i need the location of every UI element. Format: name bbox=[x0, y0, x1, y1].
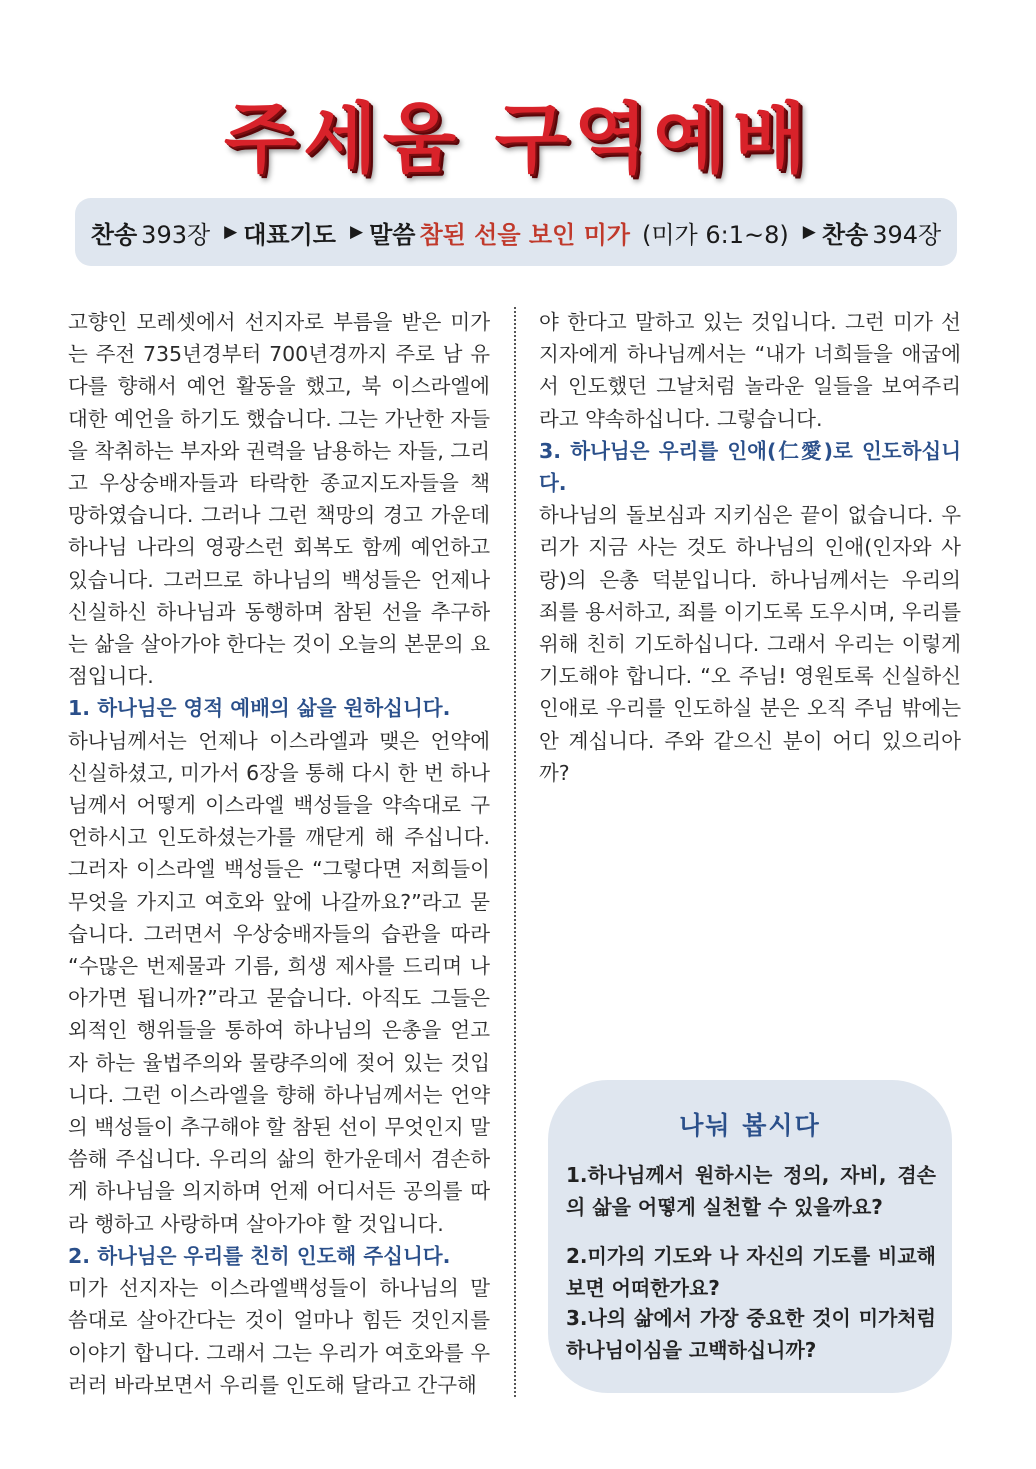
section-heading-1: 1. 하나님은 영적 예배의 삶을 원하십니다. bbox=[68, 696, 451, 721]
page-title: 주세움 구역예배 bbox=[223, 94, 813, 183]
sermon-title: 참된 선을 보인 미가 bbox=[419, 220, 630, 249]
section-paragraph-2-continued: 야 한다고 말하고 있는 것입니다. 그런 미가 선지자에게 하나님께서는 “내가 너희들을 애굽에서 인도했던 그날처럼 놀라운 일들을 보여주리라고 약속하십니다. 그렇습니다. bbox=[539, 310, 961, 431]
arrow-right-icon: ▶ bbox=[350, 222, 364, 242]
hymn1-label: 찬송 bbox=[90, 220, 138, 249]
section-heading-2: 2. 하나님은 우리를 친히 인도해 주십니다. bbox=[68, 1243, 451, 1268]
section-paragraph-1: 하나님께서는 언제나 이스라엘과 맺은 언약에 신실하셨고, 미가서 6장을 통해 다시 한 번 하나님께서 어떻게 이스라엘 백성들을 약속대로 구언하시고 인도하셨는가를 깨닫게 해 주십니다. 그러자 이스라엘 백성들은 “그렇다면 저희들이 무엇을 가지고 여호와 앞에 나갈까요?”라고 묻습니다. 그러면서 우상숭배자들의 습관을 따라 “수많은 번제물과 기름, 희생 제사를 드리며 나아가면 됩니까?”라고 묻습니다. 아직도 그들은 외적인 행위들을 통하여 하나님의 은총을 얻고자 하는 율법주의와 물량주의에 젖어 있는 것입니다. 그런 이스라엘을 향해 하나님께서는 언약의 백성들이 추구해야 할 참된 선이 무엇인지 말씀해 주십니다. 우리의 삶의 한가운데서 겸손하게 하나님을 의지하며 언제 어디서든 공의를 따라 행하고 사랑하며 살아가야 할 것입니다. bbox=[68, 728, 490, 1236]
sermon-reference: (미가 6:1~8) bbox=[642, 220, 789, 249]
sermon-label: 말씀 bbox=[369, 220, 416, 249]
hymn1-value: 393장 bbox=[141, 220, 211, 249]
hymn2-value: 394장 bbox=[872, 220, 942, 249]
discussion-box bbox=[548, 1080, 952, 1393]
intro-paragraph: 고향인 모레셋에서 선지자로 부름을 받은 미가는 주전 735년경부터 700년경까지 주로 남 유다를 향해서 예언 활동을 했고, 북 이스라엘에 대한 예언을 하기도 했습니다. 그는 가난한 자들을 착취하는 부자와 권력을 남용하는 자들, 그리고 우상숭배자들과 타락한 종교지도자들을 책망하였습니다. 그러나 그런 책망의 경고 가운데 하나님 나라의 영광스런 회복도 함께 예언하고 있습니다. 그러므로 하나님의 백성들은 언제나 신실하신 하나님과 동행하며 참된 선을 추구하는 삶을 살아가야 한다는 것이 오늘의 본문의 요점입니다. bbox=[68, 310, 490, 689]
section-paragraph-2: 미가 선지자는 이스라엘백성들이 하나님의 말씀대로 살아간다는 것이 얼마나 힘든 것인지를 이야기 합니다. 그래서 그는 우리가 여호와를 우러러 바라보면서 우리를 인도해 달라고 간구해 bbox=[68, 1276, 490, 1397]
arrow-right-icon: ▶ bbox=[224, 222, 238, 242]
discussion-question-1: 1.하나님께서 원하시는 정의, 자비, 겸손의 삶을 어떻게 실천할 수 있을까요? bbox=[566, 1163, 936, 1219]
left-column bbox=[68, 306, 490, 1401]
column-divider bbox=[514, 307, 516, 1397]
discussion-question-2: 2.미가의 기도와 나 자신의 기도를 비교해 보면 어떠한가요? bbox=[566, 1244, 936, 1300]
arrow-right-icon: ▶ bbox=[802, 222, 816, 242]
discussion-title: 나눠 봅시다 bbox=[679, 1111, 821, 1140]
worship-order-bar bbox=[75, 198, 957, 266]
discussion-question-3: 3.나의 삶에서 가장 중요한 것이 미가처럼 하나님이심을 고백하십니까? bbox=[566, 1306, 936, 1362]
hymn2-label: 찬송 bbox=[821, 220, 869, 249]
section-heading-3: 3. 하나님은 우리를 인애(仁愛)로 인도하십니다. bbox=[539, 438, 961, 496]
right-column bbox=[539, 306, 961, 789]
prayer-label: 대표기도 bbox=[243, 220, 336, 249]
section-paragraph-3: 하나님의 돌보심과 지키심은 끝이 없습니다. 우리가 지금 사는 것도 하나님의 인애(인자와 사랑)의 은총 덕분입니다. 하나님께서는 우리의 죄를 용서하고, 죄를 이기도록 도우시며, 우리를 위해 친히 기도하십니다. 그래서 우리는 이렇게 기도해야 합니다. “오 주님! 영원토록 신실하신 인애로 우리를 인도하실 분은 오직 주님 밖에는 안 계십니다. 주와 같으신 분이 어디 있으리아까? bbox=[539, 503, 961, 785]
